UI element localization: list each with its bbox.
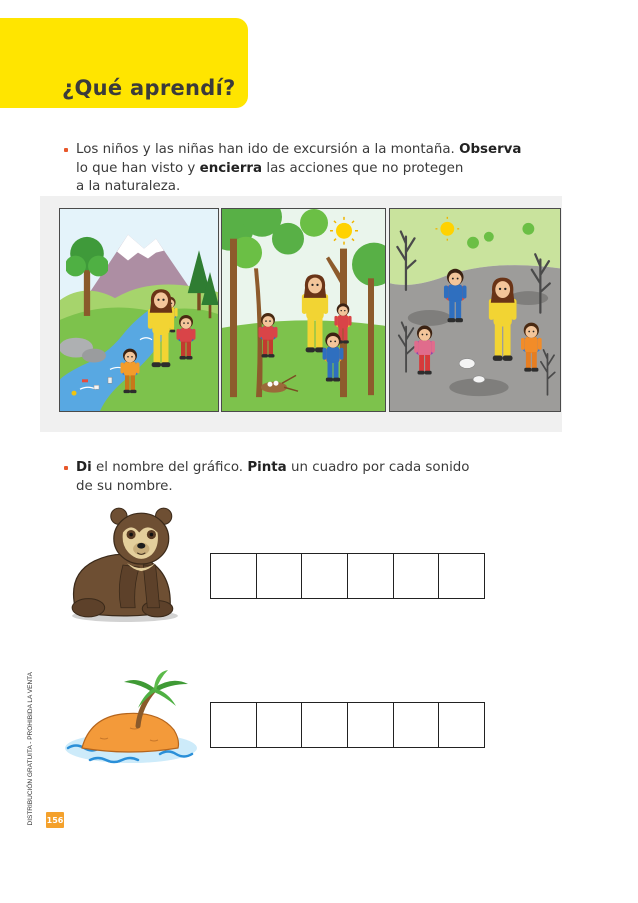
sound-box[interactable] (211, 554, 257, 598)
instruction-text: Los niños y las niñas han ido de excursión a la montaña. (76, 142, 455, 157)
scene-panel-burned-hill[interactable] (389, 208, 561, 412)
instruction-verb: Di (76, 460, 92, 475)
instruction-verb: encierra (199, 160, 263, 176)
sound-box[interactable] (302, 703, 348, 747)
rock (82, 349, 106, 363)
sound-box[interactable] (257, 554, 303, 598)
instruction-observe (76, 141, 521, 197)
instruction-text: lo que han visto y (76, 160, 196, 176)
sound-box[interactable] (439, 703, 484, 747)
instruction-text: el nombre del gráfico. (95, 460, 244, 475)
sound-box-row-island (210, 702, 485, 748)
sound-box[interactable] (439, 554, 484, 598)
page-title: ¿Qué aprendí? (62, 76, 236, 100)
instruction-verb: Observa (459, 142, 522, 157)
instruction-text: a la naturaleza. (76, 179, 181, 194)
header-banner (0, 18, 248, 108)
sound-box[interactable] (302, 554, 348, 598)
instruction-text: un cuadro por cada sonido (290, 460, 470, 475)
distribution-notice: DISTRIBUCIÓN GRATUITA - PROHIBIDA LA VENTA (27, 672, 34, 826)
instruction-text: de su nombre. (76, 478, 173, 494)
sound-box[interactable] (348, 703, 394, 747)
bear-icon (64, 502, 186, 624)
sound-box[interactable] (394, 554, 440, 598)
page-number: 156 (46, 812, 64, 828)
instruction-name-and-paint (76, 459, 469, 496)
grass (222, 320, 385, 411)
scene-panel-forest[interactable] (221, 208, 386, 412)
instruction-verb: Pinta (247, 460, 287, 475)
sound-box[interactable] (348, 554, 394, 598)
burned-hill-scene-illustration (390, 209, 560, 411)
instruction-text: las acciones que no protegen (266, 160, 464, 176)
sound-box[interactable] (257, 703, 303, 747)
bullet-icon (64, 466, 68, 470)
sound-box[interactable] (394, 703, 440, 747)
island-icon (60, 668, 202, 768)
sound-box[interactable] (211, 703, 257, 747)
forest-scene-illustration (222, 209, 385, 411)
river-scene-illustration (60, 209, 218, 411)
scene-panel-river[interactable] (59, 208, 219, 412)
bullet-icon (64, 148, 68, 152)
sound-box-row-bear (210, 553, 485, 599)
